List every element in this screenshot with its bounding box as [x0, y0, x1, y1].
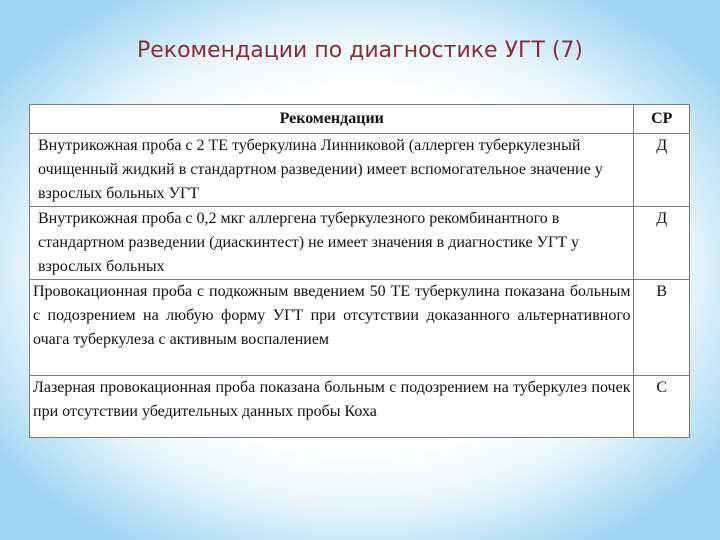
recommendations-table	[29, 104, 690, 438]
recommendation-cell: Лазерная провокационная проба показана больным с подозрением на туберкулез почек при отсутствии убедительных данных пробы Коха	[30, 376, 634, 438]
table-header-row	[30, 105, 690, 134]
level-cell: В	[634, 280, 690, 376]
level-cell: С	[634, 376, 690, 438]
table-row	[30, 376, 690, 438]
level-cell: Д	[634, 134, 690, 207]
header-recommendations: Рекомендации	[30, 105, 634, 134]
level-cell: Д	[634, 207, 690, 280]
slide-title: Рекомендации по диагностике УГТ (7)	[137, 38, 583, 63]
table-row	[30, 207, 690, 280]
recommendation-cell: Провокационная проба с подкожным введением 50 ТЕ туберкулина показана больным с подозрением на любую форму УГТ при отсутствии доказанного альтернативного очага туберкулеза с активным воспалением	[30, 280, 634, 376]
header-level: СР	[634, 105, 690, 134]
table-row	[30, 134, 690, 207]
table-row	[30, 280, 690, 376]
recommendation-cell: Внутрикожная проба с 0,2 мкг аллергена туберкулезного рекомбинантного в стандартном разведении (диаскинтест) не имеет значения в диагностике УГТ у взрослых больных	[30, 207, 634, 280]
recommendation-cell: Внутрикожная проба с 2 ТЕ туберкулина Линниковой (аллерген туберкулезный очищенный жидкий в стандартном разведении) имеет вспомогательное значение у взрослых больных УГТ	[30, 134, 634, 207]
